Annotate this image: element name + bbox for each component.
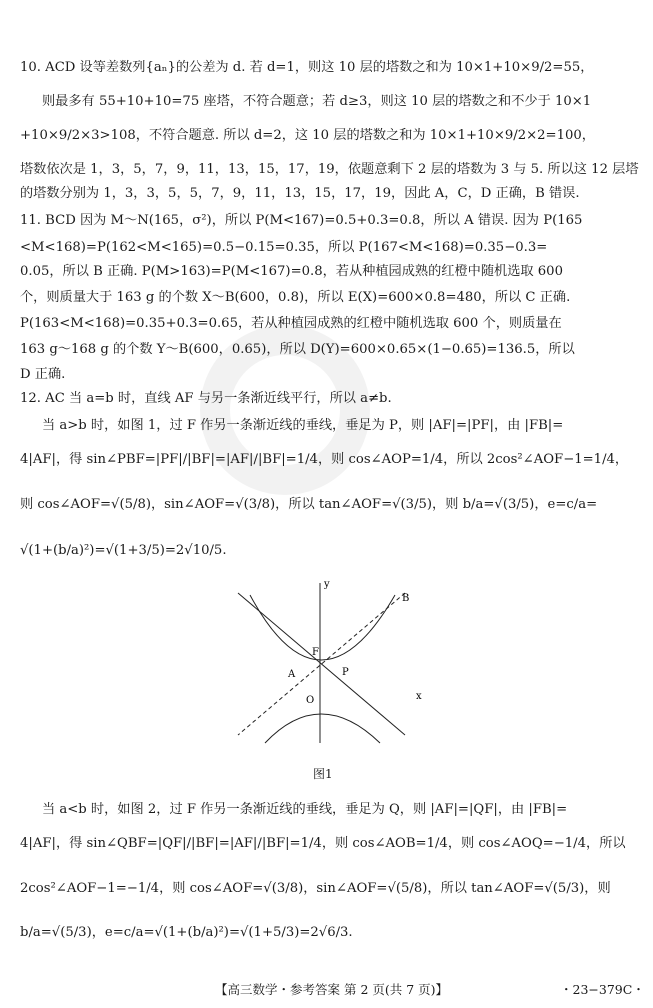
line-15: 则 cos∠AOF=√(5/8)，sin∠AOF=√(3/8)，所以 tan∠AOF=√(3/5)，则 b/a=√(3/5)，e=c/a=: [20, 497, 598, 512]
line2-0: 当 a<b 时，如图 2，过 F 作另一条渐近线的垂线，垂足为 Q，则 |AF|=|QF|，由 |FB|=: [42, 802, 568, 817]
figure-1: [230, 575, 430, 745]
line-1: 则最多有 55+10+10=75 座塔，不符合题意；若 d≥3，则这 10 层的塔数之和不少于 10×1: [42, 94, 592, 109]
figure-1-svg: [230, 575, 430, 745]
footer-center: 【高三数学・参考答案 第 2 页(共 7 页)】: [215, 982, 449, 997]
label-y: y: [324, 579, 330, 590]
line-16: √(1+(b/a)²)=√(1+3/5)=2√10/5.: [20, 543, 227, 558]
line-3: 塔数依次是 1，3，5，7，9，11，13，15，17，19，依题意剩下 2 层的塔数为 3 与 5. 所以这 12 层塔: [20, 162, 639, 177]
label-F: F: [312, 647, 319, 658]
line-11: D 正确.: [20, 367, 66, 382]
line-8: 个，则质量大于 163 g 的个数 X～B(600，0.8)，所以 E(X)=600×0.8=480，所以 C 正确.: [20, 290, 571, 305]
line-10: 163 g～168 g 的个数 Y～B(600，0.65)，所以 D(Y)=600×0.65×(1−0.65)=136.5，所以: [20, 342, 575, 357]
line-12: 12. AC 当 a=b 时，直线 AF 与另一条渐近线平行，所以 a≠b.: [20, 391, 392, 406]
line-4: 的塔数分别为 1，3，3，5，5，7，9，11，13，15，17，19，因此 A，C，D 正确，B 错误.: [20, 186, 580, 201]
label-O: O: [306, 695, 315, 706]
line2-2: 2cos²∠AOF−1=−1/4，则 cos∠AOF=√(3/8)，sin∠AOF=√(5/8)，所以 tan∠AOF=√(5/3)，则: [20, 881, 611, 896]
footer-right: ・23−379C・: [560, 982, 645, 997]
line-2: +10×9/2×3>108，不符合题意. 所以 d=2，这 10 层的塔数之和为 10×1+10×9/2×2=100，: [20, 128, 595, 143]
line-14: 4|AF|，得 sin∠PBF=|PF|/|BF|=|AF|/|BF|=1/4，则 cos∠AOP=1/4，所以 2cos²∠AOF−1=1/4，: [20, 452, 629, 467]
label-x: x: [416, 691, 422, 702]
figure-caption: 图1: [313, 767, 333, 781]
line-9: P(163<M<168)=0.35+0.3=0.65，若从种植园成熟的红橙中随机选取 600 个，则质量在: [20, 316, 562, 331]
label-A: A: [288, 669, 296, 680]
line-7: 0.05，所以 B 正确. P(M>163)=P(M<167)=0.8，若从种植园成熟的红橙中随机选取 600: [20, 264, 563, 279]
line2-1: 4|AF|，得 sin∠QBF=|QF|/|BF|=|AF|/|BF|=1/4，则 cos∠AOB=1/4，则 cos∠AOQ=−1/4，所以: [20, 836, 626, 851]
label-P: P: [342, 667, 349, 678]
line-6: <M<168)=P(162<M<165)=0.5−0.15=0.35，所以 P(167<M<168)=0.35−0.3=: [20, 240, 548, 255]
line-13: 当 a>b 时，如图 1，过 F 作另一条渐近线的垂线，垂足为 P，则 |AF|=|PF|，由 |FB|=: [42, 418, 564, 433]
line-5: 11. BCD 因为 M～N(165，σ²)，所以 P(M<167)=0.5+0.3=0.8，所以 A 错误. 因为 P(165: [20, 213, 583, 228]
line-0: 10. ACD 设等差数列{aₙ}的公差为 d. 若 d=1，则这 10 层的塔数之和为 10×1+10×9/2=55，: [20, 60, 594, 75]
line2-3: b/a=√(5/3)，e=c/a=√(1+(b/a)²)=√(1+5/3)=2√6/3.: [20, 925, 353, 940]
label-B: B: [402, 593, 410, 604]
